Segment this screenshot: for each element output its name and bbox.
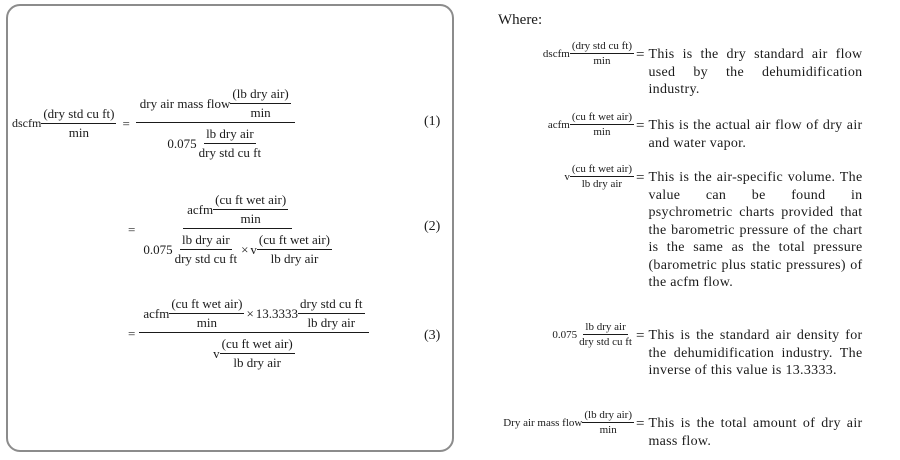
eq1-density-unit-den: dry std cu ft xyxy=(198,145,262,160)
definition-unit xyxy=(570,40,634,67)
definition-unit-num: (cu ft wet air) xyxy=(571,163,632,175)
equation-1 xyxy=(12,86,295,161)
eq3-inverse-unit-num: dry std cu ft xyxy=(298,296,364,314)
definition-text: This is the air-specific volume. The value can be found in psychrometric charts provided that the barometric pressure of the chart is the same as the total pressure (barometric plus static pressures) of the acfm flow. xyxy=(648,170,863,290)
eq3-inverse-unit xyxy=(298,296,364,331)
eq1-mass-flow-unit-den: min xyxy=(250,105,271,120)
eq2-acfm-unit-num: (cu ft wet air) xyxy=(213,192,288,210)
eq2-times: × xyxy=(241,241,249,257)
equation-3 xyxy=(128,296,369,371)
eq2-main-num xyxy=(183,192,292,229)
definition-symbol xyxy=(482,40,634,67)
eq3-v-symbol: v xyxy=(213,345,220,361)
equation-number-2: (2) xyxy=(424,219,441,234)
eq1-main-num xyxy=(136,86,295,123)
definition-density xyxy=(482,321,862,380)
eq3-main-num xyxy=(139,296,368,333)
eq3-times: × xyxy=(246,305,254,321)
where-heading: Where: xyxy=(498,12,543,28)
eq2-acfm-unit-den: min xyxy=(240,211,261,226)
definition-unit-den: dry std cu ft xyxy=(579,336,632,348)
eq2-volume-unit xyxy=(257,232,332,267)
eq2-density-unit-den: dry std cu ft xyxy=(174,251,238,266)
definition-unit xyxy=(570,111,634,138)
equation-number-3: (3) xyxy=(424,328,441,343)
eq2-main-den xyxy=(139,229,336,267)
eq3-acfm-unit xyxy=(169,296,244,331)
eq2-main-fraction xyxy=(139,192,336,267)
eq1-lhs-num: (dry std cu ft) xyxy=(41,106,116,124)
eq3-acfm-unit-num: (cu ft wet air) xyxy=(169,296,244,314)
eq1-density-unit-num: lb dry air xyxy=(204,126,256,144)
definition-label: dscfm xyxy=(542,47,570,60)
equation-number-1: (1) xyxy=(424,114,441,129)
definition-unit-den: lb dry air xyxy=(581,178,623,190)
definition-text: This is the dry standard air flow used by the dehumidification industry. xyxy=(648,47,863,97)
definition-label: acfm xyxy=(547,118,570,131)
definition-unit xyxy=(577,321,634,348)
eq2-density-coef: 0.075 xyxy=(143,241,173,257)
eq3-volume-unit-den: lb dry air xyxy=(233,355,281,370)
eq3-volume-unit xyxy=(220,336,295,371)
definition-unit xyxy=(582,409,634,436)
eq2-acfm-label: acfm xyxy=(187,201,214,217)
definition-dscfm xyxy=(482,40,862,99)
definition-label: v xyxy=(564,170,570,183)
equation-2 xyxy=(128,192,336,267)
eq3-main-den xyxy=(209,333,299,371)
definition-symbol xyxy=(482,111,634,138)
eq1-mass-flow-unit-num: (lb dry air) xyxy=(230,86,290,104)
definition-equals: = xyxy=(636,47,645,63)
definition-unit xyxy=(570,163,634,190)
eq3-main-fraction xyxy=(139,296,368,371)
eq2-equals: = xyxy=(128,221,136,237)
eq1-density-unit xyxy=(197,126,263,161)
eq2-density-unit-num: lb dry air xyxy=(180,232,232,250)
definition-unit-den: min xyxy=(593,126,611,138)
eq3-equals: = xyxy=(128,325,136,341)
definition-acfm xyxy=(482,111,862,152)
eq1-main-fraction xyxy=(136,86,295,161)
eq1-main-den xyxy=(163,123,267,161)
definition-unit-den: min xyxy=(593,55,611,67)
definition-unit-den: min xyxy=(599,424,617,436)
definition-label: Dry air mass flow xyxy=(503,416,583,429)
eq3-acfm-unit-den: min xyxy=(196,315,217,330)
definition-text: This is the total amount of dry air mass flow. xyxy=(648,416,863,449)
eq1-lhs-den: min xyxy=(68,125,89,140)
definition-equals: = xyxy=(636,170,645,186)
definition-label: 0.075 xyxy=(552,328,578,341)
eq2-volume-unit-den: lb dry air xyxy=(270,251,319,266)
definition-symbol xyxy=(482,321,634,348)
definition-unit-num: (dry std cu ft) xyxy=(571,40,632,52)
definition-symbol xyxy=(482,409,634,436)
eq1-equals: = xyxy=(122,115,130,131)
eq1-lhs-fraction xyxy=(41,106,116,141)
definition-equals: = xyxy=(636,416,645,432)
definition-equals: = xyxy=(636,328,645,344)
definition-unit-num: (lb dry air) xyxy=(584,409,632,421)
definition-equals: = xyxy=(636,118,645,134)
eq3-inverse-unit-den: lb dry air xyxy=(307,315,356,330)
definition-symbol xyxy=(482,163,634,190)
eq2-v-symbol: v xyxy=(250,241,257,257)
eq2-volume-unit-num: (cu ft wet air) xyxy=(257,232,332,250)
eq3-acfm-label: acfm xyxy=(143,305,170,321)
eq2-density-unit xyxy=(173,232,239,267)
eq1-mass-flow-unit xyxy=(230,86,290,121)
definition-text: This is the standard air density for the dehumidification industry. The inverse of this value is 13.3333. xyxy=(648,328,863,378)
definition-text: This is the actual air flow of dry air and water vapor. xyxy=(648,118,863,151)
definition-unit-num: (cu ft wet air) xyxy=(571,111,632,123)
eq1-mass-flow-label: dry air mass flow xyxy=(139,95,231,111)
eq2-acfm-unit xyxy=(213,192,288,227)
eq3-volume-unit-num: (cu ft wet air) xyxy=(220,336,295,354)
eq1-density-coef: 0.075 xyxy=(167,135,197,151)
definition-dry-air-mass-flow xyxy=(482,409,862,450)
eq3-inverse-coef: 13.3333 xyxy=(255,305,299,321)
definition-unit-num: lb dry air xyxy=(585,321,626,333)
eq1-lhs-label: dscfm xyxy=(12,116,42,130)
definition-v xyxy=(482,163,862,292)
